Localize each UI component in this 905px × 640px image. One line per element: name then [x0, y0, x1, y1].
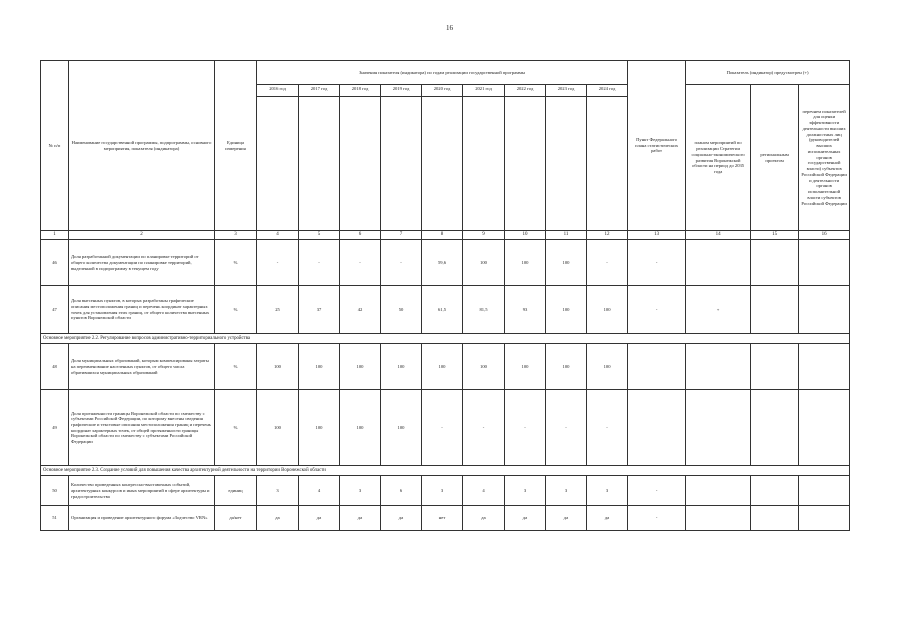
column-number: 1: [41, 231, 69, 240]
year-value-cell: 100: [381, 390, 422, 466]
section-row: [41, 334, 850, 344]
column-number: 9: [463, 231, 505, 240]
assessment-list-cell: [799, 476, 850, 506]
year-value-cell: 100: [587, 286, 628, 334]
column-number: 12: [587, 231, 628, 240]
indicators-table: [40, 60, 850, 531]
indicator-name: Количество проведенных конгрессно-выставочных событий, архитектурных конкурсов и иных мероприятий в сфере архитектуры и градостроительства: [69, 476, 215, 506]
header-year: 2021 год: [463, 85, 505, 97]
year-value-cell: 3: [546, 476, 587, 506]
year-value-cell: -: [546, 390, 587, 466]
indicator-name: Организация и проведение архитектурного форума «Зодчество VRN»: [69, 506, 215, 531]
column-number: 14: [686, 231, 751, 240]
header-year: 2019 год: [381, 85, 422, 97]
strategy-plan-cell: [686, 344, 751, 390]
year-value-cell: 100: [546, 344, 587, 390]
year-value-cell: -: [381, 240, 422, 286]
indicator-name: Доля внесенных пунктов, в которых разработаны графические описания местоположения границ и перечень координат характерных точек для установления этих границ, от общего количества внесенных пунктов Воронежской области: [69, 286, 215, 334]
year-value-cell: 3: [257, 476, 299, 506]
table-row: [41, 390, 850, 466]
year-value-cell: 4: [299, 476, 340, 506]
column-number: 6: [340, 231, 381, 240]
header-year: 2024 год: [587, 85, 628, 97]
year-value-cell: 100: [257, 344, 299, 390]
assessment-list-cell: [799, 506, 850, 531]
assessment-list-cell: [799, 286, 850, 334]
column-number: 3: [215, 231, 257, 240]
unit-cell: %: [215, 390, 257, 466]
year-value-cell: -: [340, 240, 381, 286]
year-value-cell: -: [463, 390, 505, 466]
federal-plan-cell: -: [628, 240, 686, 286]
year-value-cell: да: [340, 506, 381, 531]
year-value-cell: 100: [463, 344, 505, 390]
unit-cell: %: [215, 344, 257, 390]
column-number: 11: [546, 231, 587, 240]
year-value-cell: -: [422, 390, 463, 466]
unit-cell: %: [215, 240, 257, 286]
row-number: 51: [41, 506, 69, 531]
header-year: 2020 год: [422, 85, 463, 97]
column-number: 4: [257, 231, 299, 240]
year-value-cell: да: [546, 506, 587, 531]
year-value-cell: 100: [340, 344, 381, 390]
year-value-cell: да: [381, 506, 422, 531]
column-number: 16: [799, 231, 850, 240]
strategy-plan-cell: [686, 390, 751, 466]
year-value-cell: -: [505, 390, 546, 466]
indicator-name: Доля муниципальных образований, которым компенсированы затраты на переименование населенных пунктов, от общего числа обратившихся муниципальных образований: [69, 344, 215, 390]
table-row: [41, 286, 850, 334]
regional-project-cell: [751, 286, 799, 334]
year-value-cell: 81,5: [463, 286, 505, 334]
year-value-cell: 3: [505, 476, 546, 506]
page-number: 16: [446, 24, 453, 32]
table-row: [41, 506, 850, 531]
year-value-cell: 100: [505, 240, 546, 286]
header-indicator-group: Показатель (индикатор) предусмотрен (+): [686, 61, 850, 85]
year-value-cell: 25: [257, 286, 299, 334]
federal-plan-cell: [628, 344, 686, 390]
section-row: [41, 466, 850, 476]
row-number: 46: [41, 240, 69, 286]
unit-cell: %: [215, 286, 257, 334]
header-federal-plan: Пункт Федерального плана статистических работ: [628, 61, 686, 231]
year-value-cell: 4: [463, 476, 505, 506]
column-number: 2: [69, 231, 215, 240]
year-value-cell: 3: [340, 476, 381, 506]
year-value-cell: 93: [505, 286, 546, 334]
row-number: 47: [41, 286, 69, 334]
strategy-plan-cell: [686, 506, 751, 531]
section-title: Основное мероприятие 2.2. Регулирование вопросов административно-территориального устройства: [41, 334, 850, 344]
header-regional-project: региональным проектом: [751, 85, 799, 231]
year-value-cell: 100: [463, 240, 505, 286]
year-value-cell: 59,6: [422, 240, 463, 286]
header-year: 2022 год: [505, 85, 546, 97]
header-year: 2018 год: [340, 85, 381, 97]
year-value-cell: 100: [422, 344, 463, 390]
year-value-cell: нет: [422, 506, 463, 531]
strategy-plan-cell: [686, 240, 751, 286]
year-value-cell: -: [257, 240, 299, 286]
year-value-cell: 100: [587, 344, 628, 390]
column-number: 7: [381, 231, 422, 240]
header-year: 2017 год: [299, 85, 340, 97]
header-year: 2016 год: [257, 85, 299, 97]
year-value-cell: 42: [340, 286, 381, 334]
year-value-cell: 100: [340, 390, 381, 466]
indicator-name: Доля разработанной документации по планировке территорий от общего количества документации по планировке территорий, выделенной в подпрограмму в текущем году: [69, 240, 215, 286]
year-value-cell: 61,5: [422, 286, 463, 334]
year-value-cell: -: [587, 240, 628, 286]
federal-plan-cell: -: [628, 506, 686, 531]
year-value-cell: 100: [546, 240, 587, 286]
strategy-plan-cell: +: [686, 286, 751, 334]
column-number-row: [41, 231, 850, 240]
table-row: [41, 476, 850, 506]
federal-plan-cell: -: [628, 476, 686, 506]
column-number: 8: [422, 231, 463, 240]
year-value-cell: да: [587, 506, 628, 531]
unit-cell: да/нет: [215, 506, 257, 531]
column-number: 13: [628, 231, 686, 240]
header-values-group: Значения показателя (индикатора) по годам реализации государственной программы: [257, 61, 628, 85]
table-row: [41, 240, 850, 286]
column-number: 10: [505, 231, 546, 240]
regional-project-cell: [751, 506, 799, 531]
year-value-cell: 3: [422, 476, 463, 506]
header-strategy-plan: планом мероприятий по реализации Стратегии социально-экономического развития Воронежской области на период до 2035 года: [686, 85, 751, 231]
column-number: 5: [299, 231, 340, 240]
header-name: Наименование государственной программы, подпрограммы, основного мероприятия, показателя (индикатора): [69, 61, 215, 231]
year-value-cell: 100: [381, 344, 422, 390]
table-row: [41, 344, 850, 390]
year-value-cell: -: [299, 240, 340, 286]
year-value-cell: 100: [257, 390, 299, 466]
assessment-list-cell: [799, 390, 850, 466]
assessment-list-cell: [799, 240, 850, 286]
row-number: 49: [41, 390, 69, 466]
year-value-cell: да: [463, 506, 505, 531]
year-value-cell: 37: [299, 286, 340, 334]
row-number: 50: [41, 476, 69, 506]
header-assessment-list: перечнем показателей для оценки эффективности деятельности высших должностных лиц (руководителей высших исполнительных органов государственной власти) субъектов Российской Федерации и деятельности органов исполнительной власти субъектов Российской Федерации: [799, 85, 850, 231]
header-year: 2023 год: [546, 85, 587, 97]
header-num: № п/п: [41, 61, 69, 231]
year-value-cell: 3: [587, 476, 628, 506]
year-value-cell: 100: [505, 344, 546, 390]
assessment-list-cell: [799, 344, 850, 390]
indicator-name: Доля протяженности границы Воронежской области по смежеству с субъектами Российской Федерации, по которому внесены сведения графические и текстовые описания местоположения границ и перечень координат характерных точек, от общей протяженности границы Воронежской области по смежеству с субъектами Российской Федерации: [69, 390, 215, 466]
column-number: 15: [751, 231, 799, 240]
year-value-cell: да: [257, 506, 299, 531]
federal-plan-cell: [628, 390, 686, 466]
section-title: Основное мероприятие 2.3. Создание условий для повышения качества архитектурной деятельности на территории Воронежской области: [41, 466, 850, 476]
regional-project-cell: [751, 344, 799, 390]
regional-project-cell: [751, 390, 799, 466]
year-value-cell: да: [299, 506, 340, 531]
year-value-cell: 6: [381, 476, 422, 506]
strategy-plan-cell: [686, 476, 751, 506]
federal-plan-cell: -: [628, 286, 686, 334]
year-value-cell: да: [505, 506, 546, 531]
regional-project-cell: [751, 240, 799, 286]
year-value-cell: 100: [546, 286, 587, 334]
regional-project-cell: [751, 476, 799, 506]
year-value-cell: -: [587, 390, 628, 466]
year-value-cell: 100: [299, 390, 340, 466]
year-value-cell: 50: [381, 286, 422, 334]
header-unit: Единица измерения: [215, 61, 257, 231]
row-number: 48: [41, 344, 69, 390]
year-value-cell: 100: [299, 344, 340, 390]
unit-cell: единиц: [215, 476, 257, 506]
